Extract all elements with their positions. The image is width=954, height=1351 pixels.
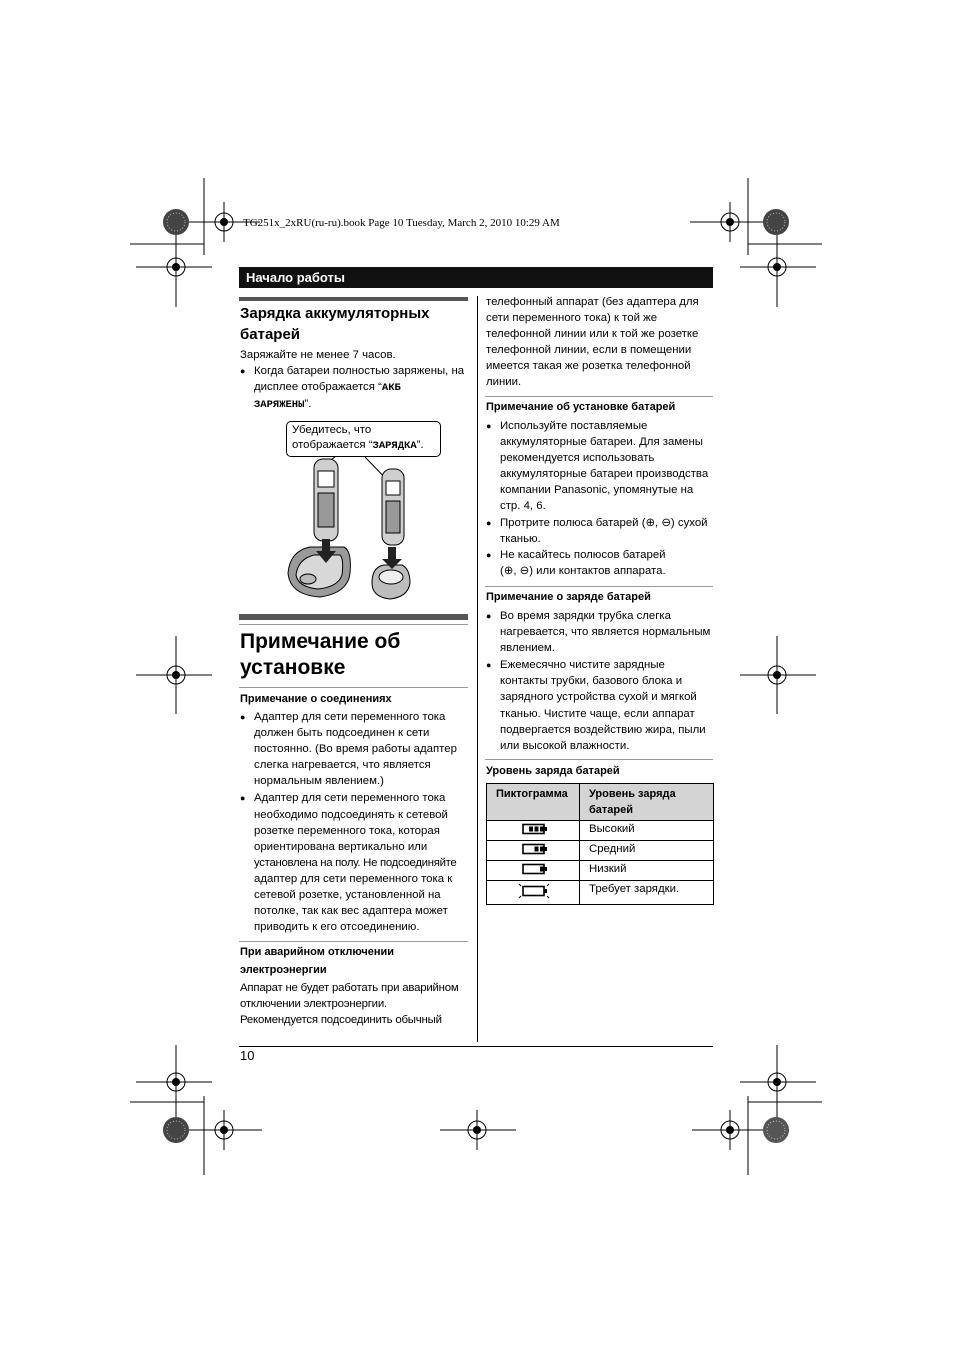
bullet-text: приводить к его отсоединению.: [254, 921, 420, 934]
bullet-text: стр. 4, 6.: [500, 500, 546, 513]
bullet-text: (⊕, ⊖) или контактов аппарата.: [500, 564, 666, 577]
rule-level: [485, 759, 713, 760]
charging-title: [240, 303, 430, 345]
battery-level-heading: Уровень заряда батарей: [486, 765, 620, 777]
rule-conn: [239, 687, 468, 688]
level-cell: Средний: [580, 841, 714, 861]
power-failure-text: [240, 980, 472, 1028]
charging-title-line2: батарей: [240, 326, 301, 343]
footer-rule: [239, 1046, 713, 1047]
print-header: TG251x_2xRU(ru-ru).book Page 10 Tuesday, March 2, 2010 10:29 AM: [243, 217, 560, 229]
battery-install-bullet-2: [486, 515, 716, 547]
bullet-text: должен быть подсоединен к сети: [254, 727, 430, 740]
display-text-charged: ЗАРЯЖЕНЫ: [254, 399, 305, 412]
icon-cell: [487, 861, 580, 881]
bullet-text: ориентирована вертикально или: [254, 840, 428, 853]
battery-install-bullet-1: [486, 418, 716, 515]
callout-check-display: [286, 421, 441, 457]
bullet-text: потолке, так как вес адаптера может: [254, 905, 448, 918]
bullet-text: Когда батареи полностью заряжены, на: [254, 365, 465, 377]
icon-cell: [487, 881, 580, 905]
level-cell: Высокий: [580, 821, 714, 841]
bullet-text: адаптер для сети переменного тока к: [254, 872, 453, 885]
rule-install: [239, 614, 468, 620]
paragraph-text: Рекомендуется подсоединить обычный: [240, 1014, 442, 1027]
bullet-text: нагревается, что является нормальным: [500, 626, 711, 639]
battery-level-table: [486, 783, 714, 905]
bullet-text: контакты трубки, базового блока и: [500, 675, 683, 688]
table-header-row: [487, 784, 714, 821]
power-failure-heading: [240, 943, 394, 979]
bullet-text: Не касайтесь полюсов батарей: [500, 548, 666, 561]
paragraph-text: телефонной линии, если в помещении: [486, 344, 692, 357]
battery-medium-icon: [522, 843, 548, 855]
table-row: [487, 821, 714, 841]
paragraph-text: сети переменного тока) к той же: [486, 312, 658, 325]
bullet-text: Адаптер для сети переменного тока: [254, 792, 446, 805]
bullet-text: дисплее отображается “: [254, 381, 382, 394]
charge-time: Заряжайте не менее 7 часов.: [240, 349, 396, 361]
header-icon: Пиктограмма: [487, 784, 580, 821]
connection-bullet-2: [240, 790, 472, 935]
connection-bullet-1: [240, 709, 472, 789]
battery-low-icon: [522, 863, 548, 875]
paragraph-text: отключении электроэнергии.: [240, 998, 387, 1011]
level-cell: Низкий: [580, 861, 714, 881]
bullet-text: установлена на полу. Не подсоединяйте: [254, 856, 457, 869]
callout-text: отображается “: [292, 439, 373, 451]
rule-batt-install: [485, 396, 713, 397]
section-title: Начало работы: [239, 267, 713, 288]
battery-full-icon: [522, 823, 548, 835]
charging-title-line1: Зарядка аккумуляторных: [240, 305, 430, 322]
paragraph-text: телефонной линии или к той же розетке: [486, 328, 699, 341]
bullet-text: Ежемесячно чистите зарядные: [500, 659, 665, 672]
bullet-text: рекомендуется использовать: [500, 452, 655, 465]
display-text-charging: ЗАРЯДКА: [372, 440, 417, 452]
battery-install-notes: [486, 418, 716, 579]
charging-illustration: [280, 455, 460, 605]
battery-charge-bullet-1: [486, 608, 716, 656]
bullet-text: ”.: [304, 398, 312, 411]
header-level-line2: батарей: [589, 804, 634, 816]
callout-text: Убедитесь, что: [292, 424, 372, 436]
bullet-text: подвергается воздействию жира, пыли: [500, 723, 706, 736]
install-title: [240, 629, 400, 681]
table-row: [487, 881, 714, 905]
battery-charge-heading: Примечание о заряде батарей: [486, 591, 651, 603]
bullet-text: зарядного устройства сухой и мягкой: [500, 691, 697, 704]
power-heading-line1: При аварийном отключении: [240, 946, 395, 958]
install-title-line2: установке: [240, 656, 346, 679]
rule-power: [239, 941, 468, 942]
battery-charge-bullet-2: [486, 657, 716, 754]
battery-install-bullet-3: [486, 547, 716, 579]
bullet-text: Во время зарядки трубка слегка: [500, 610, 671, 622]
display-text-full: АКБ: [381, 382, 401, 395]
bullet-text: розетке переменного тока, которая: [254, 824, 440, 837]
rule-batt-charge: [485, 586, 713, 587]
rule-charging: [239, 297, 468, 301]
callout-text: ”.: [416, 439, 424, 451]
level-cell: Требует зарядки.: [580, 881, 714, 905]
charge-bullet: [240, 363, 484, 413]
bullet-text: Адаптер для сети переменного тока: [254, 711, 446, 723]
icon-cell: [487, 841, 580, 861]
power-heading-line2: электроэнергии: [240, 964, 327, 976]
connection-heading: Примечание о соединениях: [240, 693, 392, 705]
paragraph-text: Аппарат не будет работать при аварийном: [240, 982, 459, 994]
install-title-line1: Примечание об: [240, 630, 401, 653]
rule-install-thin: [239, 624, 468, 625]
bullet-text: слегка нагревается, что является: [254, 759, 431, 772]
bullet-text: Протрите полюса батарей (⊕, ⊖) сухой: [500, 516, 708, 529]
battery-charge-notes: [486, 608, 716, 754]
bullet-text: тканью. Чистите чаще, если аппарат: [500, 707, 695, 720]
header-level: [580, 784, 714, 821]
table-row: [487, 861, 714, 881]
bullet-text: сетевой розетке, установленной на: [254, 889, 441, 902]
table-row: [487, 841, 714, 861]
bullet-text: аккумуляторные батареи производства: [500, 468, 709, 481]
bullet-text: компании Panasonic, упомянутые на: [500, 484, 694, 497]
header-level-line1: Уровень заряда: [589, 788, 676, 800]
paragraph-text: телефонный аппарат (без адаптера для: [486, 296, 699, 308]
paragraph-text: имеется такая же розетка телефонной: [486, 360, 691, 373]
page-number: 10: [240, 1048, 255, 1063]
bullet-text: аккумуляторные батареи. Для замены: [500, 436, 703, 449]
continued-text: [486, 294, 714, 391]
bullet-text: явлением.: [500, 642, 555, 655]
connection-notes: [240, 709, 472, 935]
bullet-text: постоянно. (Во время работы адаптер: [254, 743, 457, 756]
bullet-text: тканью.: [500, 532, 541, 545]
battery-install-heading: Примечание об установке батарей: [486, 401, 676, 413]
icon-cell: [487, 821, 580, 841]
battery-empty-flashing-icon: [518, 883, 552, 899]
paragraph-text: линии.: [486, 376, 522, 389]
bullet-text: Используйте поставляемые: [500, 420, 648, 432]
bullet-text: нормальным явлением.): [254, 775, 384, 788]
bullet-text: или высокой влажности.: [500, 739, 630, 752]
bullet-text: необходимо подсоединять к сетевой: [254, 808, 448, 821]
